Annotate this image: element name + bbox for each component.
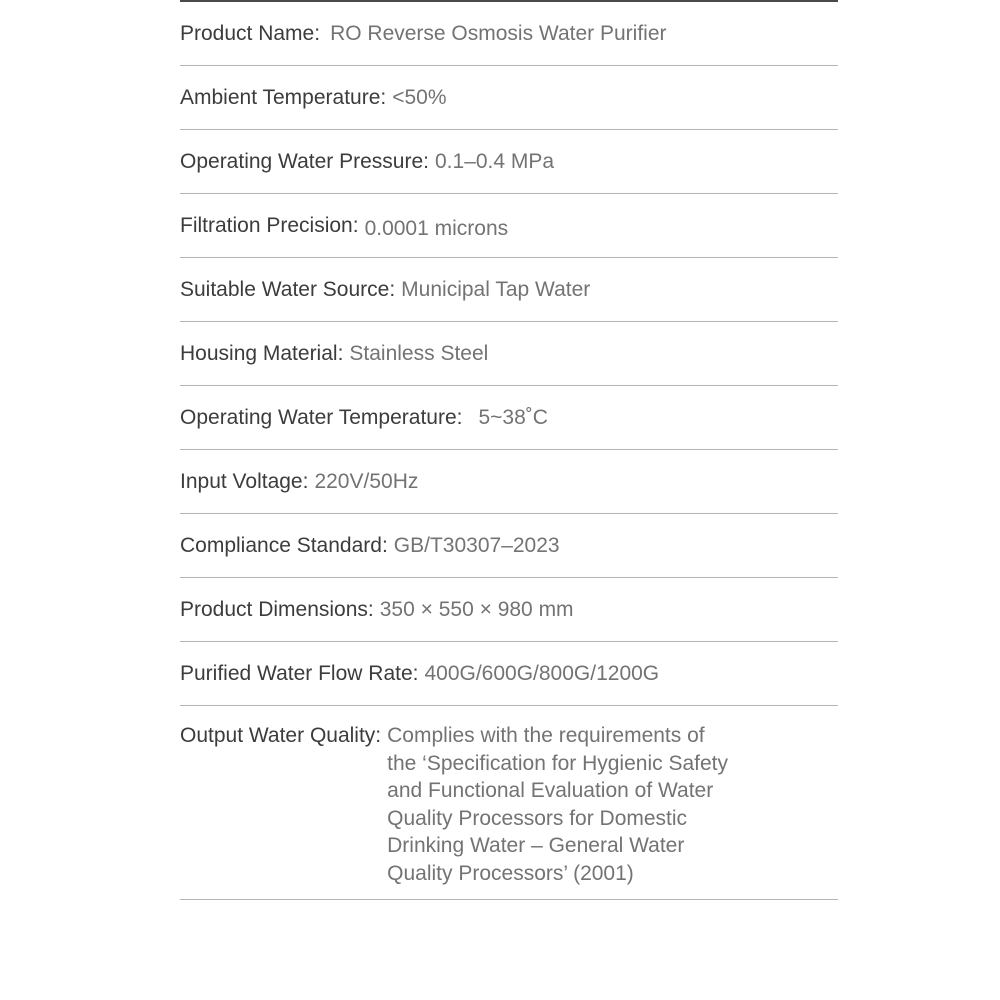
spec-row-operating-water-pressure <box>180 130 838 193</box>
spec-value: Stainless Steel <box>349 342 489 365</box>
spec-label: Product Name: <box>180 22 321 45</box>
spec-row-product-dimensions <box>180 578 838 641</box>
spec-label: Housing Material: <box>180 342 344 365</box>
spec-value-line: the ‘Specification for Hygienic Safety <box>387 751 728 775</box>
spec-value-line: Drinking Water – General Water <box>387 834 685 857</box>
spec-label: Output Water Quality: <box>180 724 382 747</box>
spec-value: 0.1–0.4 MPa <box>435 150 555 173</box>
spec-value: RO Reverse Osmosis Water Purifier <box>330 22 667 45</box>
spec-value-line: Quality Processors’ (2001) <box>387 861 634 885</box>
spec-row-purified-water-flow-rate <box>180 642 838 705</box>
spec-label: Ambient Temperature: <box>180 86 387 109</box>
spec-row-compliance-standard <box>180 514 838 577</box>
spec-value-line: and Functional Evaluation of Water <box>387 779 714 802</box>
table-bottom-divider <box>180 899 838 900</box>
spec-row-operating-water-temperature <box>180 386 838 449</box>
specification-table <box>180 0 838 900</box>
spec-label: Filtration Precision: <box>180 214 359 237</box>
spec-row-input-voltage <box>180 450 838 513</box>
spec-label: Operating Water Temperature: <box>180 406 463 429</box>
spec-row-ambient-temperature <box>180 66 838 129</box>
spec-value: 0.0001 microns <box>364 217 509 240</box>
spec-label: Compliance Standard: <box>180 534 388 557</box>
spec-row-suitable-water-source <box>180 258 838 321</box>
spec-row-product-name <box>180 2 838 65</box>
spec-row-filtration-precision <box>180 194 838 257</box>
spec-row-housing-material <box>180 322 838 385</box>
spec-value: 350 × 550 × 980 mm <box>379 598 574 621</box>
spec-label: Input Voltage: <box>180 470 309 493</box>
spec-value: GB/T30307–2023 <box>393 534 560 557</box>
spec-value-line: Quality Processors for Domestic <box>387 806 688 830</box>
spec-label: Purified Water Flow Rate: <box>180 662 419 685</box>
spec-value: <50% <box>392 86 447 109</box>
spec-label: Suitable Water Source: <box>180 278 396 301</box>
spec-label: Product Dimensions: <box>180 598 374 621</box>
spec-value-line: Complies with the requirements of <box>387 724 705 747</box>
spec-value: 400G/600G/800G/1200G <box>424 662 660 685</box>
spec-value: Municipal Tap Water <box>401 278 591 301</box>
spec-row-output-water-quality <box>180 706 838 899</box>
spec-value: 220V/50Hz <box>314 470 419 493</box>
spec-value: 5~38˚C <box>478 406 548 429</box>
spec-value <box>387 722 799 887</box>
spec-label: Operating Water Pressure: <box>180 150 429 173</box>
